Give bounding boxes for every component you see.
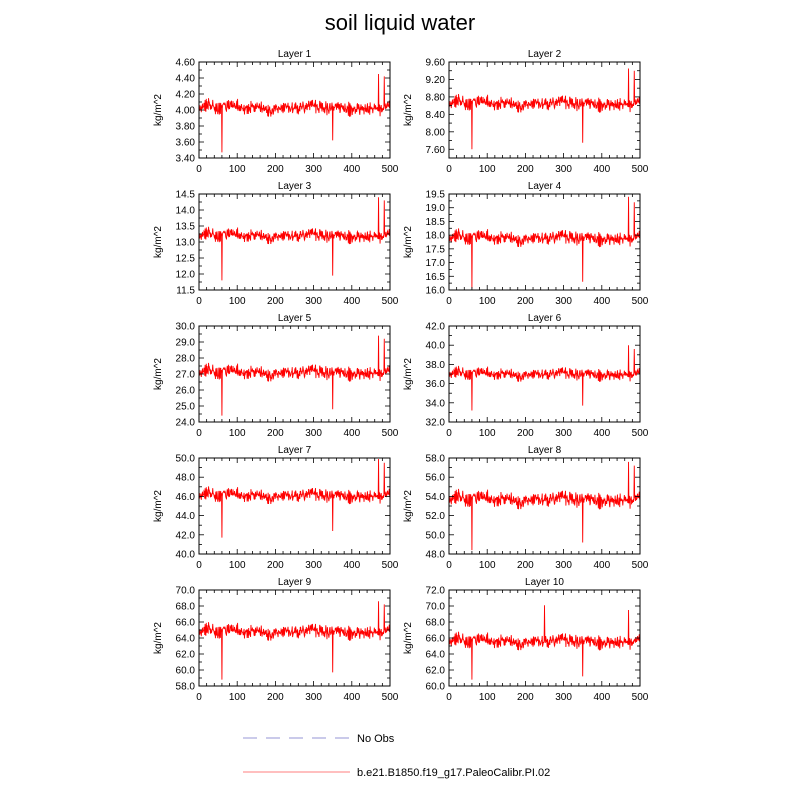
y-tick-label: 68.0 bbox=[425, 617, 445, 629]
x-tick-label: 400 bbox=[593, 692, 611, 703]
y-tick-label: 18.0 bbox=[425, 230, 445, 242]
y-tick-label: 48.0 bbox=[425, 549, 445, 561]
panel-title: Layer 1 bbox=[277, 49, 312, 60]
x-tick-label: 500 bbox=[381, 164, 399, 175]
x-tick-label: 100 bbox=[228, 164, 246, 175]
x-tick-label: 0 bbox=[446, 560, 452, 571]
y-tick-label: 32.0 bbox=[425, 417, 445, 429]
panel-title: Layer 2 bbox=[527, 49, 562, 60]
x-tick-label: 100 bbox=[228, 560, 246, 571]
x-tick-label: 400 bbox=[593, 428, 611, 439]
x-tick-label: 0 bbox=[446, 164, 452, 175]
series-line bbox=[199, 74, 390, 152]
y-tick-label: 50.0 bbox=[425, 530, 445, 542]
panel-layer-4 bbox=[403, 181, 649, 307]
panel-layer-2 bbox=[403, 49, 649, 175]
y-tick-label: 42.0 bbox=[175, 530, 195, 542]
series-line bbox=[449, 197, 640, 289]
y-tick-label: 7.60 bbox=[425, 144, 445, 156]
panel-layer-5 bbox=[153, 313, 399, 439]
y-tick-label: 70.0 bbox=[175, 585, 195, 597]
x-tick-label: 200 bbox=[267, 164, 284, 175]
x-tick-label: 500 bbox=[631, 560, 649, 571]
y-tick-label: 52.0 bbox=[425, 511, 445, 523]
panel-layer-1 bbox=[153, 49, 399, 175]
x-tick-label: 300 bbox=[555, 692, 572, 703]
panel-title: Layer 4 bbox=[527, 181, 562, 192]
x-tick-label: 200 bbox=[267, 692, 284, 703]
y-tick-label: 12.5 bbox=[175, 253, 195, 265]
y-tick-label: 9.60 bbox=[425, 57, 445, 69]
y-tick-label: 3.60 bbox=[175, 137, 195, 149]
x-tick-label: 100 bbox=[228, 692, 246, 703]
y-tick-label: 13.0 bbox=[175, 237, 195, 249]
legend bbox=[243, 733, 550, 779]
y-axis-label: kg/m^2 bbox=[403, 358, 414, 390]
y-tick-label: 54.0 bbox=[425, 491, 445, 503]
y-tick-label: 27.0 bbox=[175, 369, 195, 381]
panel-layer-10 bbox=[403, 577, 649, 703]
y-tick-label: 46.0 bbox=[175, 491, 195, 503]
y-tick-label: 58.0 bbox=[425, 453, 445, 465]
y-tick-label: 12.0 bbox=[175, 269, 195, 281]
x-tick-label: 100 bbox=[478, 560, 496, 571]
y-tick-label: 42.0 bbox=[425, 321, 445, 333]
x-tick-label: 200 bbox=[517, 692, 534, 703]
y-tick-label: 4.60 bbox=[175, 57, 195, 69]
y-tick-label: 18.5 bbox=[425, 216, 445, 228]
y-axis-label: kg/m^2 bbox=[403, 490, 414, 522]
y-axis-label: kg/m^2 bbox=[153, 490, 164, 522]
panel-layer-9 bbox=[153, 577, 399, 703]
plot-frame bbox=[199, 458, 390, 554]
x-tick-label: 300 bbox=[555, 296, 572, 307]
x-tick-label: 300 bbox=[555, 428, 572, 439]
y-tick-label: 66.0 bbox=[175, 617, 195, 629]
y-tick-label: 60.0 bbox=[425, 681, 445, 693]
y-tick-label: 8.00 bbox=[425, 127, 445, 139]
x-tick-label: 300 bbox=[305, 428, 322, 439]
y-tick-label: 3.80 bbox=[175, 121, 195, 133]
legend-entry bbox=[243, 767, 550, 779]
panel-title: Layer 6 bbox=[527, 313, 562, 324]
y-tick-label: 19.5 bbox=[425, 189, 445, 201]
x-tick-label: 100 bbox=[478, 692, 496, 703]
x-tick-label: 100 bbox=[478, 164, 496, 175]
x-tick-label: 500 bbox=[381, 296, 399, 307]
series-line bbox=[449, 69, 640, 150]
plot-frame bbox=[449, 194, 640, 290]
y-tick-label: 25.0 bbox=[175, 401, 195, 413]
y-tick-label: 11.5 bbox=[176, 285, 195, 297]
x-tick-label: 500 bbox=[631, 296, 649, 307]
x-tick-label: 400 bbox=[343, 560, 361, 571]
x-tick-label: 0 bbox=[196, 164, 202, 175]
series-line bbox=[199, 459, 390, 538]
x-tick-label: 500 bbox=[381, 692, 399, 703]
y-tick-label: 58.0 bbox=[175, 681, 195, 693]
y-tick-label: 16.5 bbox=[425, 271, 445, 283]
y-tick-label: 62.0 bbox=[175, 649, 195, 661]
y-tick-label: 72.0 bbox=[425, 585, 445, 597]
x-tick-label: 400 bbox=[343, 296, 361, 307]
x-tick-label: 500 bbox=[631, 692, 649, 703]
x-tick-label: 400 bbox=[593, 296, 611, 307]
panel-layer-7 bbox=[153, 445, 399, 571]
x-tick-label: 200 bbox=[267, 560, 284, 571]
plot-frame bbox=[449, 62, 640, 158]
panel-layer-8 bbox=[403, 445, 649, 571]
y-tick-label: 48.0 bbox=[175, 472, 195, 484]
y-tick-label: 16.0 bbox=[425, 285, 445, 297]
legend-entry bbox=[243, 733, 395, 745]
y-tick-label: 4.20 bbox=[175, 89, 195, 101]
x-tick-label: 300 bbox=[305, 164, 322, 175]
x-tick-label: 300 bbox=[555, 164, 572, 175]
y-tick-label: 17.0 bbox=[425, 258, 445, 270]
x-tick-label: 200 bbox=[517, 428, 534, 439]
y-tick-label: 14.0 bbox=[175, 205, 195, 217]
x-tick-label: 400 bbox=[343, 164, 361, 175]
x-tick-label: 0 bbox=[196, 692, 202, 703]
panels bbox=[153, 49, 649, 703]
y-tick-label: 68.0 bbox=[175, 601, 195, 613]
y-axis-label: kg/m^2 bbox=[403, 94, 414, 126]
y-axis-label: kg/m^2 bbox=[403, 622, 414, 654]
y-tick-label: 44.0 bbox=[175, 511, 195, 523]
x-tick-label: 0 bbox=[196, 296, 202, 307]
x-tick-label: 300 bbox=[305, 296, 322, 307]
x-tick-label: 400 bbox=[343, 428, 361, 439]
y-tick-label: 17.5 bbox=[425, 244, 445, 256]
y-tick-label: 40.0 bbox=[175, 549, 195, 561]
y-tick-label: 14.5 bbox=[175, 189, 195, 201]
series-line bbox=[449, 605, 640, 679]
y-tick-label: 30.0 bbox=[175, 321, 195, 333]
y-tick-label: 40.0 bbox=[425, 340, 445, 352]
panel-layer-3 bbox=[153, 181, 399, 307]
series-line bbox=[199, 197, 390, 280]
y-tick-label: 38.0 bbox=[425, 359, 445, 371]
x-tick-label: 100 bbox=[478, 428, 496, 439]
x-tick-label: 200 bbox=[517, 296, 534, 307]
x-tick-label: 300 bbox=[555, 560, 572, 571]
x-tick-label: 400 bbox=[343, 692, 361, 703]
y-tick-label: 4.40 bbox=[175, 73, 195, 85]
x-tick-label: 400 bbox=[593, 560, 611, 571]
series-line bbox=[199, 336, 390, 416]
y-tick-label: 34.0 bbox=[425, 398, 445, 410]
panel-title: Layer 9 bbox=[277, 577, 312, 588]
x-tick-label: 500 bbox=[381, 428, 399, 439]
y-tick-label: 24.0 bbox=[175, 417, 195, 429]
x-tick-label: 500 bbox=[631, 164, 649, 175]
x-tick-label: 0 bbox=[446, 296, 452, 307]
panel-title: Layer 3 bbox=[277, 181, 312, 192]
y-axis-label: kg/m^2 bbox=[403, 226, 414, 258]
y-tick-label: 64.0 bbox=[425, 649, 445, 661]
plot-frame bbox=[199, 194, 390, 290]
x-tick-label: 0 bbox=[446, 428, 452, 439]
x-tick-label: 500 bbox=[381, 560, 399, 571]
series-line bbox=[199, 601, 390, 679]
panel-title: Layer 7 bbox=[277, 445, 312, 456]
y-tick-label: 70.0 bbox=[425, 601, 445, 613]
x-tick-label: 0 bbox=[446, 692, 452, 703]
y-tick-label: 60.0 bbox=[175, 665, 195, 677]
legend-label: b.e21.B1850.f19_g17.PaleoCalibr.PI.02 bbox=[357, 767, 551, 779]
y-tick-label: 26.0 bbox=[175, 385, 195, 397]
series-line bbox=[449, 462, 640, 550]
x-tick-label: 400 bbox=[593, 164, 611, 175]
x-tick-label: 100 bbox=[478, 296, 496, 307]
y-tick-label: 4.00 bbox=[175, 105, 195, 117]
x-tick-label: 0 bbox=[196, 560, 202, 571]
y-tick-label: 28.0 bbox=[175, 353, 195, 365]
y-axis-label: kg/m^2 bbox=[153, 622, 164, 654]
y-tick-label: 9.20 bbox=[425, 74, 445, 86]
series-line bbox=[449, 345, 640, 410]
panel-title: Layer 10 bbox=[525, 577, 564, 588]
legend-label: No Obs bbox=[357, 733, 395, 745]
x-tick-label: 200 bbox=[517, 164, 534, 175]
y-tick-label: 3.40 bbox=[175, 153, 195, 165]
y-tick-label: 13.5 bbox=[175, 221, 195, 233]
plot-frame bbox=[199, 590, 390, 686]
panel-title: Layer 5 bbox=[277, 313, 312, 324]
y-tick-label: 8.40 bbox=[425, 109, 445, 121]
y-axis-label: kg/m^2 bbox=[153, 226, 164, 258]
y-tick-label: 8.80 bbox=[425, 92, 445, 104]
x-tick-label: 100 bbox=[228, 296, 246, 307]
x-tick-label: 0 bbox=[196, 428, 202, 439]
y-tick-label: 19.0 bbox=[425, 203, 445, 215]
x-tick-label: 300 bbox=[305, 692, 322, 703]
x-tick-label: 500 bbox=[631, 428, 649, 439]
main-title: soil liquid water bbox=[324, 10, 476, 35]
y-tick-label: 64.0 bbox=[175, 633, 195, 645]
x-tick-label: 200 bbox=[517, 560, 534, 571]
y-axis-label: kg/m^2 bbox=[153, 94, 164, 126]
y-tick-label: 66.0 bbox=[425, 633, 445, 645]
x-tick-label: 100 bbox=[228, 428, 246, 439]
y-tick-label: 50.0 bbox=[175, 453, 195, 465]
x-tick-label: 200 bbox=[267, 296, 284, 307]
y-tick-label: 62.0 bbox=[425, 665, 445, 677]
panel-title: Layer 8 bbox=[527, 445, 562, 456]
x-tick-label: 200 bbox=[267, 428, 284, 439]
plot-frame bbox=[449, 458, 640, 554]
y-tick-label: 29.0 bbox=[175, 337, 195, 349]
y-tick-label: 56.0 bbox=[425, 472, 445, 484]
panel-layer-6 bbox=[403, 313, 649, 439]
y-tick-label: 36.0 bbox=[425, 379, 445, 391]
y-axis-label: kg/m^2 bbox=[153, 358, 164, 390]
x-tick-label: 300 bbox=[305, 560, 322, 571]
